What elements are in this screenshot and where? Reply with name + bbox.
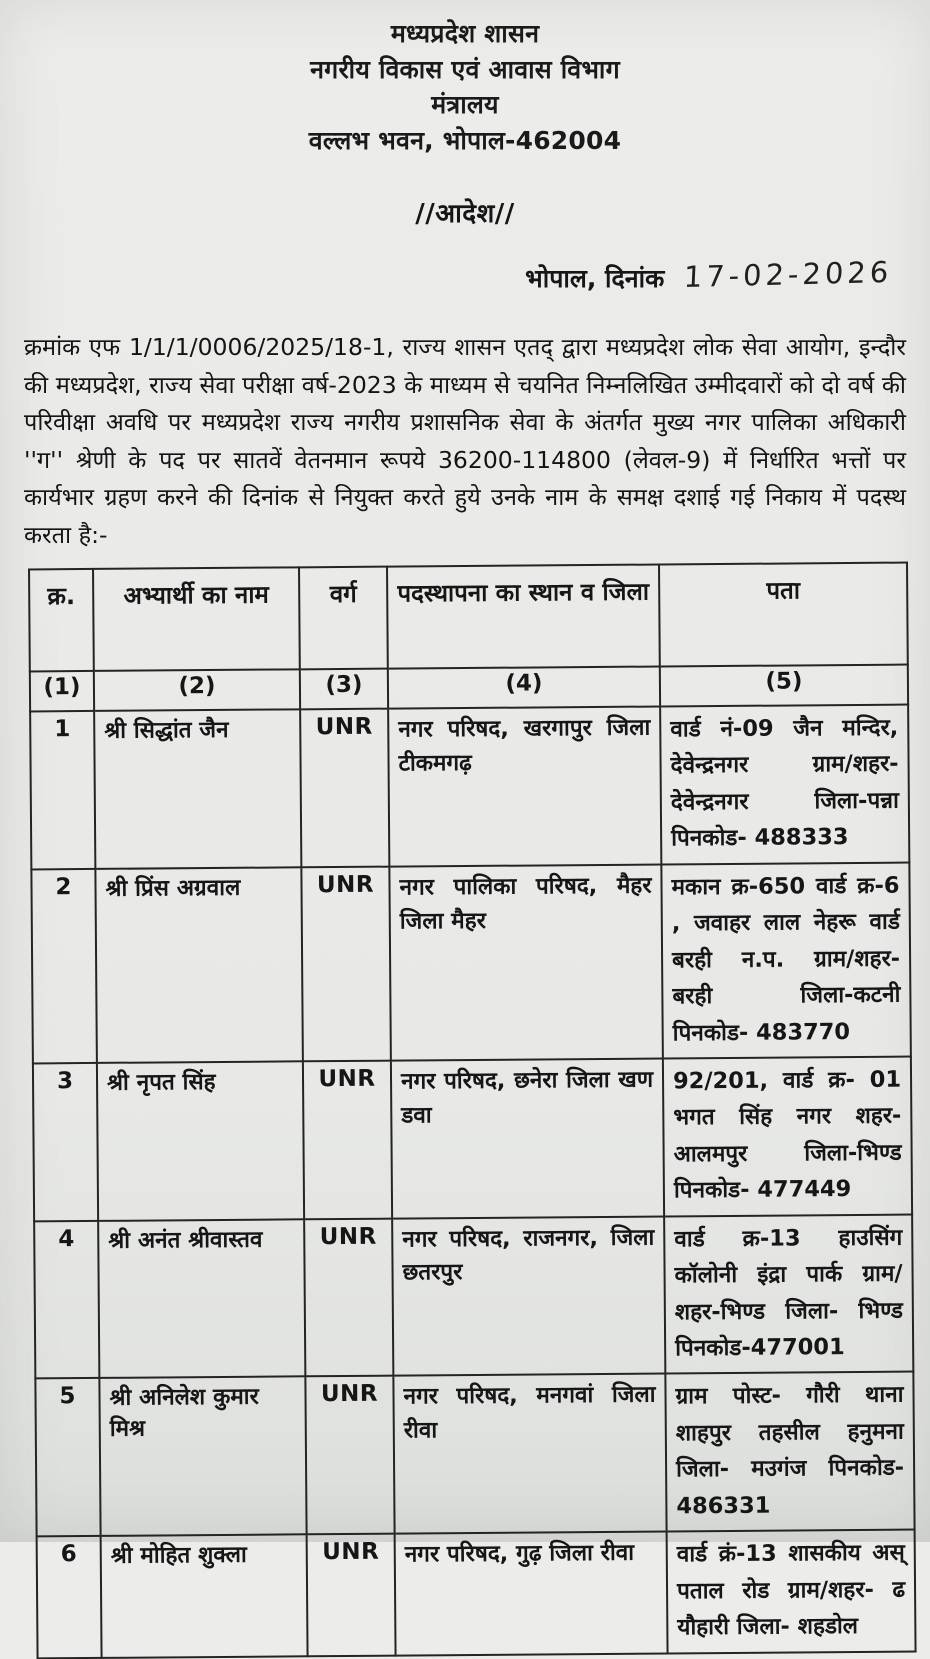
cell-category: UNR: [307, 1533, 396, 1655]
table-row: [31, 862, 910, 1063]
col-header-posting: पदस्थापना का स्थान व जिला: [387, 564, 660, 668]
cell-name: श्री अनिलेश कुमार मिश्र: [99, 1376, 306, 1535]
cell-sno: 5: [35, 1378, 100, 1536]
cell-posting: नगर परिषद, राजनगर, जिला छतरपुर: [392, 1216, 665, 1376]
column-number: (2): [94, 669, 300, 711]
ministry-line: मंत्रालय: [431, 90, 499, 119]
cell-address: 92/201, वार्ड क्र- 01 भगत सिंह नगर शहर- आलमपुर जिला-भिण्ड पिनकोड- 477449: [663, 1056, 912, 1216]
cell-sno: 1: [30, 711, 95, 869]
date-handwritten-value: 17-02-2026: [683, 254, 894, 294]
table-row: [35, 1372, 914, 1537]
cell-name: श्री सिद्धांत जैन: [94, 709, 301, 868]
postings-table-wrapper: [28, 561, 917, 1658]
cell-name: श्री नृपत सिंह: [97, 1061, 304, 1220]
cell-name: श्री मोहित शुक्ला: [101, 1534, 308, 1657]
cell-category: UNR: [305, 1376, 394, 1534]
table-row: [30, 704, 909, 869]
order-title: //आदेश//: [415, 199, 515, 229]
table-header-row: [29, 562, 908, 671]
letterhead: [0, 0, 930, 158]
cell-sno: 6: [37, 1536, 102, 1658]
column-number: (5): [660, 664, 908, 706]
table-row: [37, 1529, 916, 1657]
table-row: [33, 1056, 912, 1221]
column-number: (3): [300, 668, 388, 709]
cell-posting: नगर परिषद, मनगवां जिला रीवा: [393, 1373, 666, 1533]
cell-posting: नगर परिषद, गुढ़ जिला रीवा: [395, 1531, 668, 1654]
cell-name: श्री प्रिंस अग्रवाल: [95, 867, 303, 1063]
cell-posting: नगर परिषद, छनेरा जिला खण डवा: [391, 1058, 664, 1218]
cell-category: UNR: [301, 866, 391, 1061]
cell-address: वार्ड क्रं-13 शासकीय अस् पताल रोड ग्राम/शहर- ढ यौहारी जिला- शहडोल: [667, 1529, 916, 1652]
government-name: मध्यप्रदेश शासन: [390, 19, 540, 48]
column-number: (4): [388, 666, 660, 708]
date-label: भोपाल, दिनांक: [525, 264, 665, 293]
column-number-row: [30, 664, 908, 711]
column-number: (1): [30, 671, 94, 712]
cell-sno: 4: [34, 1220, 99, 1378]
cell-address: वार्ड नं-09 जैन मन्दिर, देवेन्द्रनगर ग्राम/शहर- देवेन्द्रनगर जिला-पन्ना पिनकोड- 488333: [660, 704, 909, 864]
cell-category: UNR: [304, 1218, 393, 1376]
cell-category: UNR: [303, 1060, 392, 1218]
cell-address: मकान क्र-650 वार्ड क्र-6 , जवाहर लाल नेहरू वार्ड बरही न.प. ग्राम/शहर- बरही जिला-कटनी पिनकोड- 483770: [661, 862, 911, 1058]
date-line: [0, 254, 930, 295]
cell-sno: 3: [33, 1062, 98, 1220]
postings-table: [28, 561, 917, 1658]
col-header-sno: क्र.: [29, 569, 94, 671]
cell-sno: 2: [31, 868, 97, 1063]
department-name: नगरीय विकास एवं आवास विभाग: [310, 54, 620, 84]
cell-address: ग्राम पोस्ट- गौरी थाना शाहपुर तहसील हनुमना जिला- मउगंज पिनकोड- 486331: [665, 1372, 914, 1532]
cell-address: वार्ड क्र-13 हाउसिंग कॉलोनी इंद्रा पार्क ग्राम/शहर-भिण्ड जिला- भिण्ड पिनकोड-477001: [664, 1214, 913, 1374]
building-address: वल्लभ भवन, भोपाल-462004: [308, 125, 622, 155]
cell-category: UNR: [300, 708, 389, 866]
col-header-name: अभ्यार्थी का नाम: [93, 567, 300, 671]
cell-name: श्री अनंत श्रीवास्तव: [98, 1219, 305, 1378]
cell-posting: नगर पालिका परिषद, मैहर जिला मैहर: [389, 864, 663, 1060]
col-header-category: वर्ग: [299, 566, 388, 669]
order-paragraph: क्रमांक एफ 1/1/1/0006/2025/18-1, राज्य शासन एतद् द्वारा मध्यप्रदेश लोक सेवा आयोग, इन्दौर की मध्यप्रदेश, राज्य सेवा परीक्षा वर्ष-2023 के माध्यम से चयनित निम्नलिखित उम्मीदवारों को दो वर्ष की परिवीक्षा अवधि पर मध्यप्रदेश राज्य नगरीय प्रशासनिक सेवा के अंतर्गत मुख्य नगर पालिका अधिकारी ''ग'' श्रेणी के पद पर सातवें वेतनमान रूपये 36200-114800 (लेवल-9) में निर्धारित भत्तों पर कार्यभार ग्रहण करने की दिनांक से नियुक्त करते हुये उनके नाम के समक्ष दशाई गई निकाय में पदस्थ करता है:-: [24, 333, 906, 549]
table-row: [34, 1214, 913, 1379]
cell-posting: नगर परिषद, खरगापुर जिला टीकमगढ़: [388, 706, 661, 866]
col-header-address: पता: [659, 562, 908, 666]
